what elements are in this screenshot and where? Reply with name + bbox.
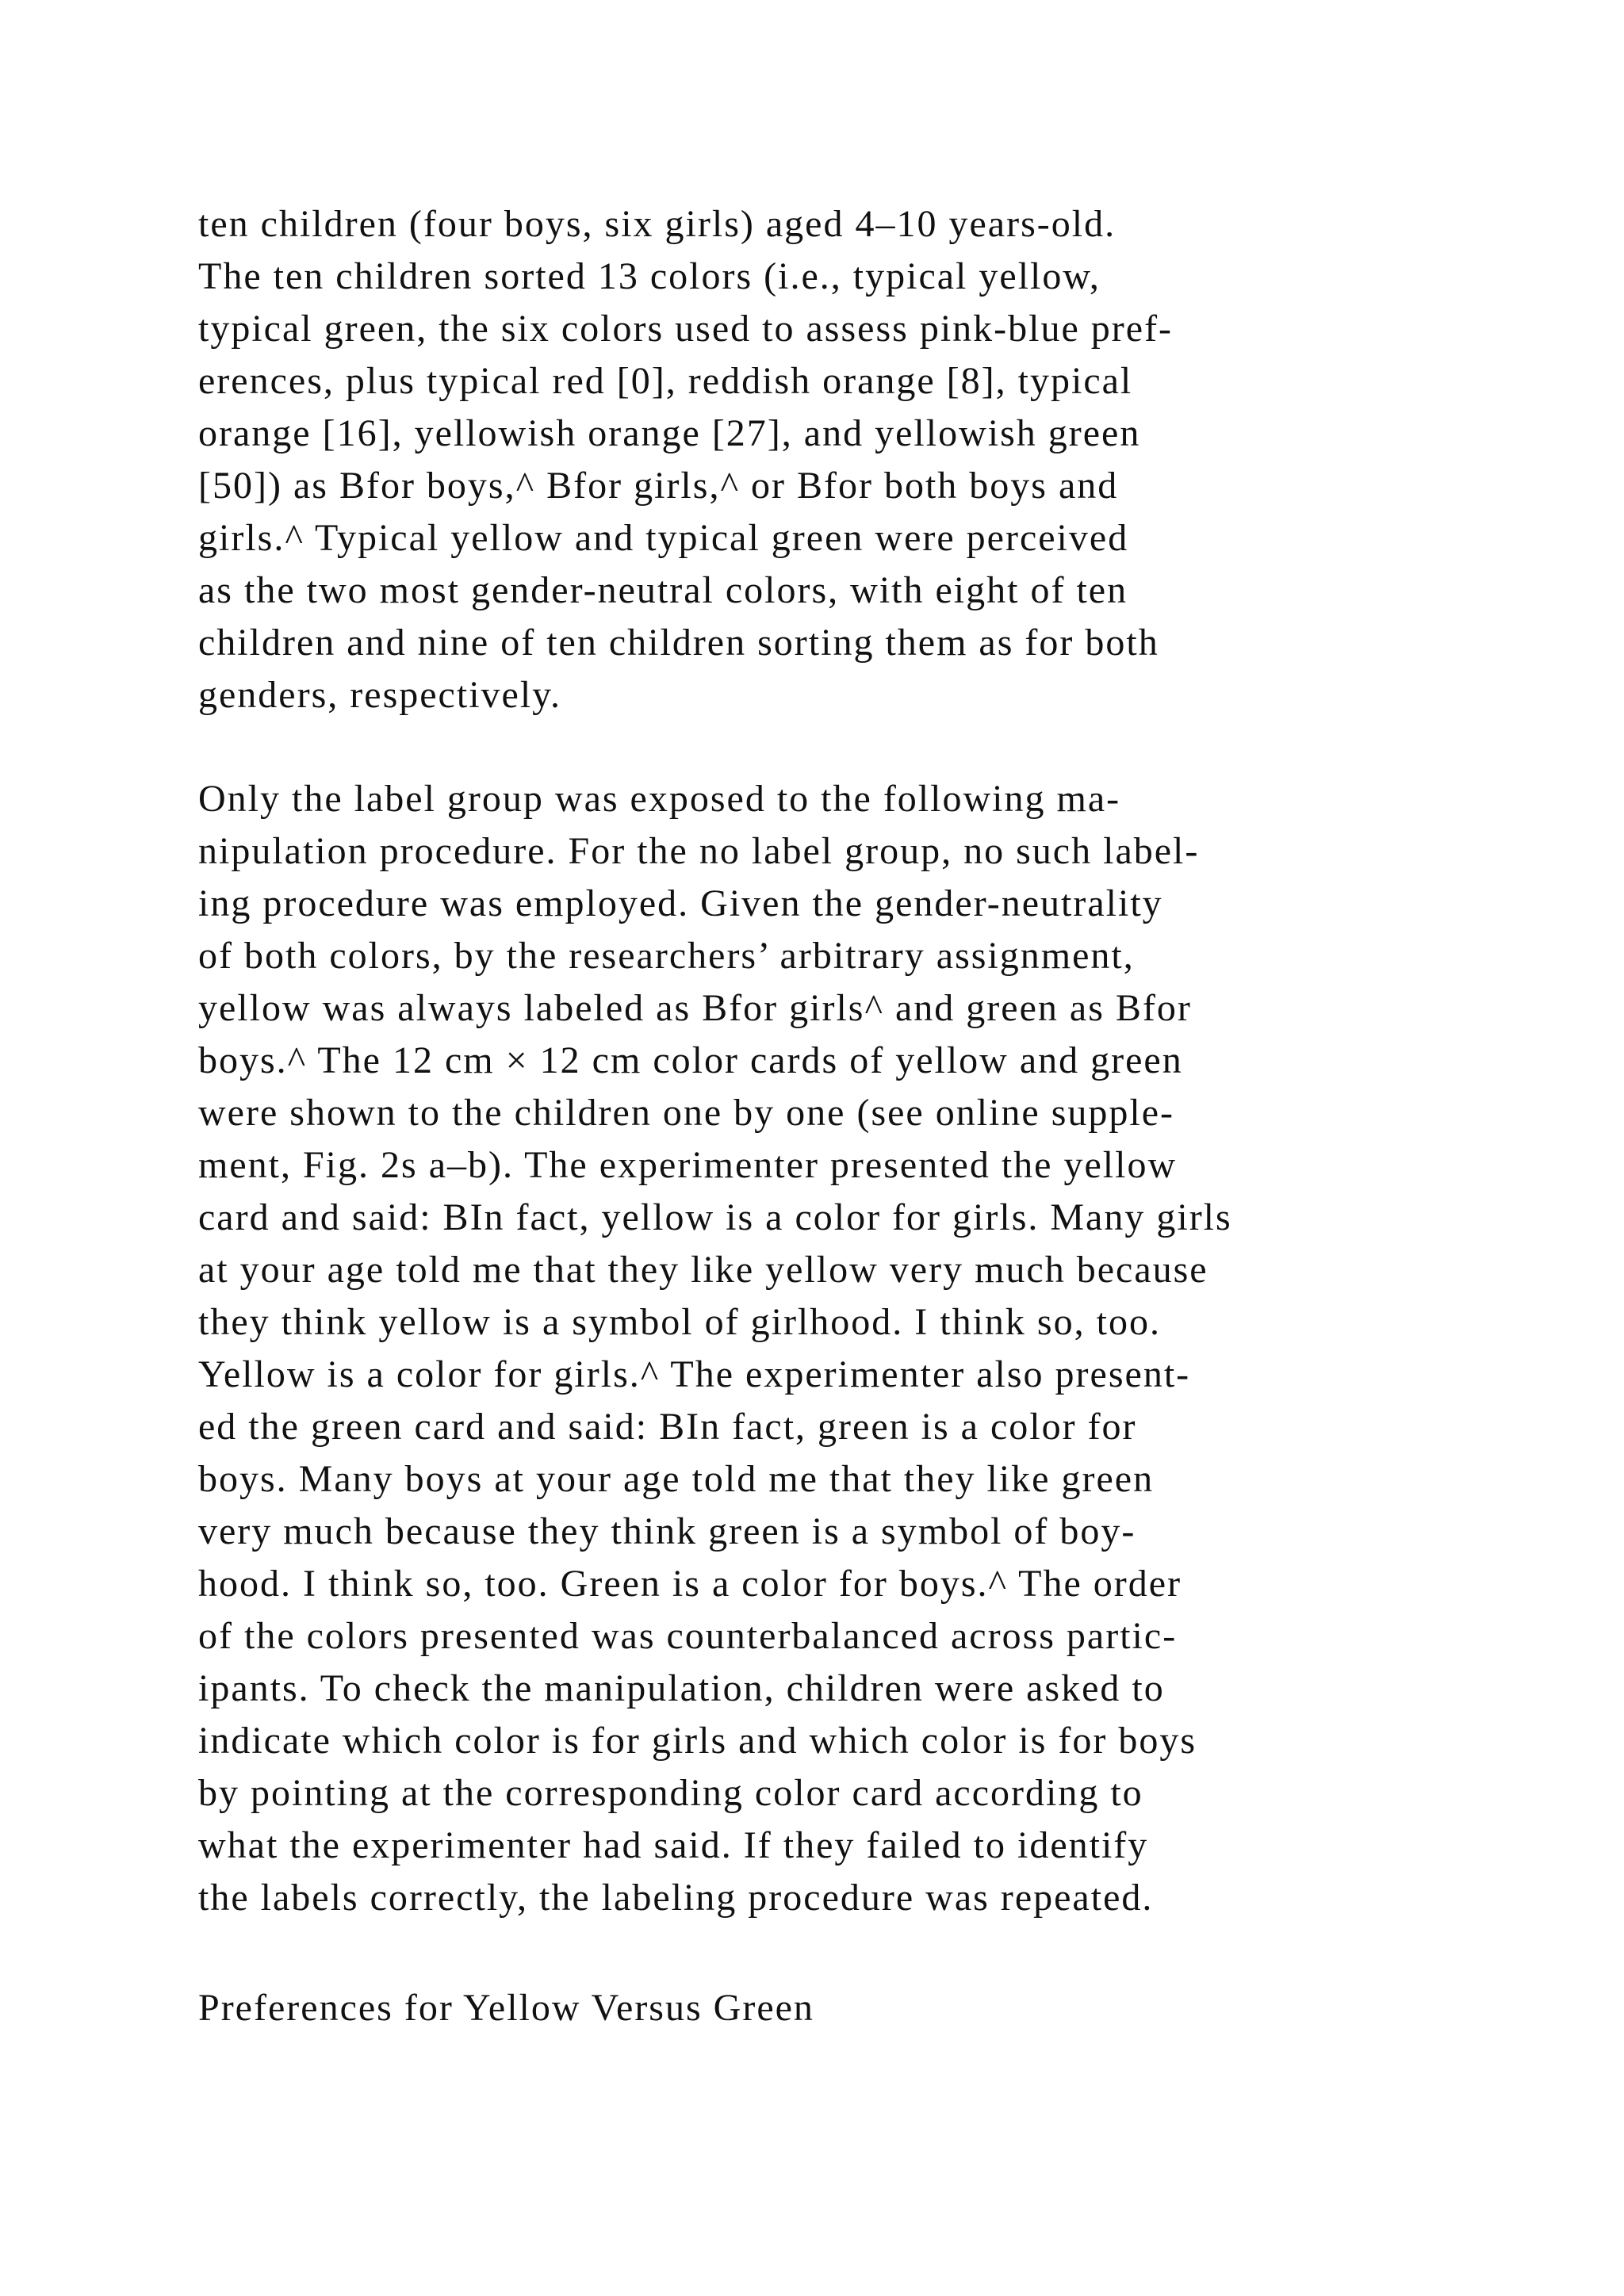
text-line: The ten children sorted 13 colors (i.e., typical yellow,: [198, 255, 1101, 297]
text-line: girls.^ Typical yellow and typical green were perceived: [198, 517, 1129, 559]
text-line: of both colors, by the researchers’ arbitrary assignment,: [198, 935, 1135, 977]
text-line: of the colors presented was counterbalanced across partic-: [198, 1615, 1178, 1657]
text-line: they think yellow is a symbol of girlhood. I think so, too.: [198, 1301, 1161, 1343]
text-line: orange [16], yellowish orange [27], and yellowish green: [198, 412, 1141, 454]
text-line: erences, plus typical red [0], reddish orange [8], typical: [198, 360, 1133, 402]
text-line: ipants. To check the manipulation, children were asked to: [198, 1667, 1165, 1709]
text-line: nipulation procedure. For the no label group, no such label-: [198, 830, 1200, 872]
text-line: the labels correctly, the labeling procedure was repeated.: [198, 1877, 1154, 1919]
text-line: genders, respectively.: [198, 674, 562, 716]
text-line: boys. Many boys at your age told me that they like green: [198, 1458, 1155, 1500]
section-heading: [198, 1982, 1499, 2034]
text-line: at your age told me that they like yellow very much because: [198, 1249, 1208, 1291]
text-line: indicate which color is for girls and which color is for boys: [198, 1720, 1197, 1762]
text-line: [50]) as Bfor boys,^ Bfor girls,^ or Bfor both boys and: [198, 465, 1119, 507]
text-line: boys.^ The 12 cm × 12 cm color cards of yellow and green: [198, 1039, 1183, 1081]
text-line: ten children (four boys, six girls) aged 4–10 years-old.: [198, 203, 1116, 245]
text-line: Yellow is a color for girls.^ The experimenter also present-: [198, 1353, 1191, 1395]
text-line: Only the label group was exposed to the following ma-: [198, 778, 1121, 820]
text-line: ment, Fig. 2s a–b). The experimenter presented the yellow: [198, 1144, 1178, 1186]
text-line: what the experimenter had said. If they failed to identify: [198, 1824, 1149, 1866]
text-line: very much because they think green is a symbol of boy-: [198, 1510, 1136, 1552]
text-line: typical green, the six colors used to assess pink-blue pref-: [198, 308, 1174, 350]
section-heading-text: Preferences for Yellow Versus Green: [198, 1987, 814, 2029]
text-line: card and said: BIn fact, yellow is a color for girls. Many girls: [198, 1196, 1232, 1238]
paragraph-labeling-procedure: [198, 773, 1499, 1924]
text-line: children and nine of ten children sorting them as for both: [198, 622, 1159, 664]
text-line: ing procedure was employed. Given the gender-neutrality: [198, 882, 1163, 924]
text-line: ed the green card and said: BIn fact, green is a color for: [198, 1406, 1137, 1448]
text-line: were shown to the children one by one (see online supple-: [198, 1092, 1175, 1134]
text-line: as the two most gender-neutral colors, with eight of ten: [198, 569, 1128, 611]
text-line: hood. I think so, too. Green is a color for boys.^ The order: [198, 1563, 1182, 1605]
paragraph-color-sorting: [198, 198, 1499, 721]
text-line: yellow was always labeled as Bfor girls^ and green as Bfor: [198, 987, 1192, 1029]
text-line: by pointing at the corresponding color card according to: [198, 1772, 1143, 1814]
